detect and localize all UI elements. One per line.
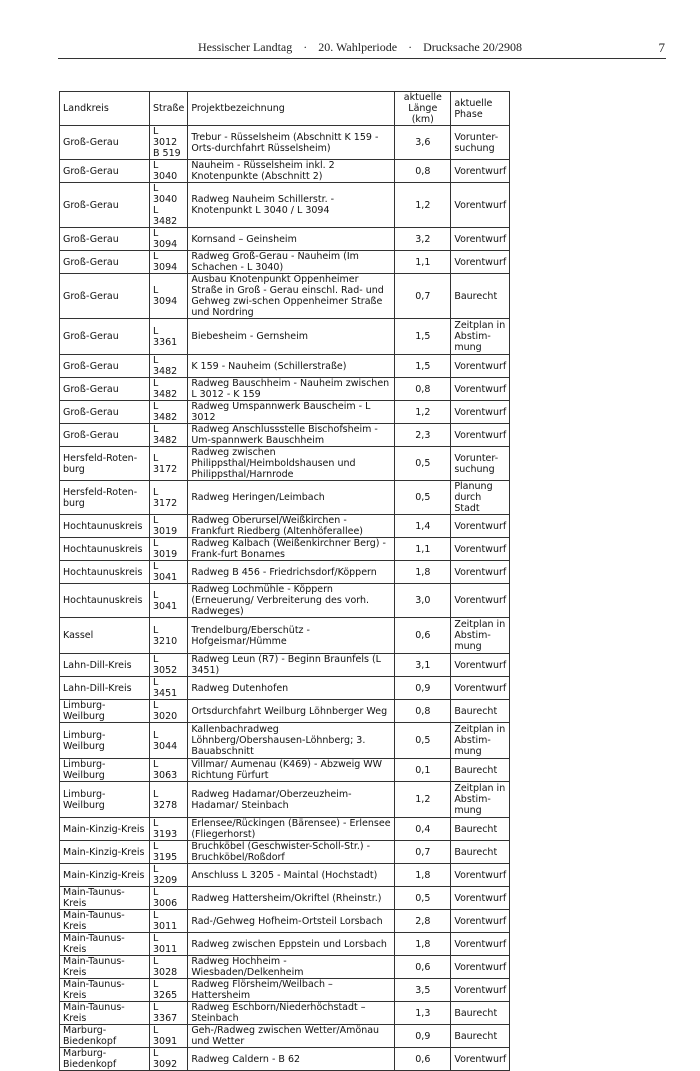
cell-phase: Vorunter-suchung — [451, 126, 510, 160]
cell-strasse: L 3482 — [150, 378, 188, 401]
table-header-row — [60, 92, 510, 126]
cell-landkreis: Hochtaunuskreis — [60, 538, 150, 561]
table-row — [60, 319, 510, 355]
cell-landkreis: Main-Kinzig-Kreis — [60, 841, 150, 864]
cell-strasse: L 3094 — [150, 274, 188, 319]
cell-landkreis: Hochtaunuskreis — [60, 584, 150, 618]
table-row — [60, 979, 510, 1002]
cell-phase: Zeitplan in Abstim-mung — [451, 782, 510, 818]
header-separator: · — [303, 40, 308, 54]
cell-projekt: Radweg Groß-Gerau - Nauheim (Im Schachen - L 3040) — [188, 251, 395, 274]
table-row — [60, 447, 510, 481]
cell-strasse: L 3195 — [150, 841, 188, 864]
cell-phase: Vorentwurf — [451, 401, 510, 424]
cell-laenge: 3,5 — [395, 979, 451, 1002]
page-header — [0, 40, 700, 58]
cell-strasse: L 3040 — [150, 160, 188, 183]
cell-projekt: Radweg Oberursel/Weißkirchen - Frankfurt Riedberg (Altenhöferallee) — [188, 515, 395, 538]
table-row — [60, 864, 510, 887]
cell-phase: Vorentwurf — [451, 979, 510, 1002]
cell-landkreis: Groß-Gerau — [60, 424, 150, 447]
cell-landkreis: Groß-Gerau — [60, 126, 150, 160]
cell-landkreis: Main-Kinzig-Kreis — [60, 818, 150, 841]
projects-table — [59, 91, 510, 1071]
header-publisher: Hessischer Landtag — [197, 40, 293, 54]
cell-strasse: L 3265 — [150, 979, 188, 1002]
table-row — [60, 1002, 510, 1025]
column-header-projekt: Projektbezeichnung — [188, 92, 395, 126]
table-row — [60, 401, 510, 424]
cell-landkreis: Main-Taunus-Kreis — [60, 956, 150, 979]
table-row — [60, 654, 510, 677]
cell-projekt: Radweg B 456 - Friedrichsdorf/Köppern — [188, 561, 395, 584]
table-row — [60, 841, 510, 864]
column-header-strasse: Straße — [150, 92, 188, 126]
cell-strasse: L 3063 — [150, 759, 188, 782]
cell-landkreis: Groß-Gerau — [60, 355, 150, 378]
cell-phase: Zeitplan in Abstim-mung — [451, 319, 510, 355]
cell-landkreis: Groß-Gerau — [60, 183, 150, 228]
cell-landkreis: Kassel — [60, 618, 150, 654]
cell-strasse: L 3209 — [150, 864, 188, 887]
cell-strasse: L 3094 — [150, 251, 188, 274]
header-separator: · — [408, 40, 413, 54]
cell-laenge: 0,8 — [395, 700, 451, 723]
cell-laenge: 3,1 — [395, 654, 451, 677]
cell-landkreis: Hersfeld-Roten-burg — [60, 481, 150, 515]
table-row — [60, 723, 510, 759]
cell-strasse: L 3193 — [150, 818, 188, 841]
cell-phase: Baurecht — [451, 1002, 510, 1025]
cell-landkreis: Main-Taunus-Kreis — [60, 910, 150, 933]
cell-laenge: 2,8 — [395, 910, 451, 933]
cell-phase: Vorunter-suchung — [451, 447, 510, 481]
cell-landkreis: Marburg-Biedenkopf — [60, 1048, 150, 1071]
cell-strasse: L 3052 — [150, 654, 188, 677]
cell-projekt: Radweg Hadamar/Oberzeuzheim-Hadamar/ Steinbach — [188, 782, 395, 818]
cell-projekt: Radweg Bauschheim - Nauheim zwischen L 3012 - K 159 — [188, 378, 395, 401]
cell-laenge: 0,7 — [395, 841, 451, 864]
table-row — [60, 677, 510, 700]
cell-strasse: L 3482 — [150, 424, 188, 447]
table-row — [60, 910, 510, 933]
cell-projekt: Ortsdurchfahrt Weilburg Löhnberger Weg — [188, 700, 395, 723]
cell-projekt: Anschluss L 3205 - Maintal (Hochstadt) — [188, 864, 395, 887]
cell-phase: Baurecht — [451, 841, 510, 864]
cell-projekt: Radweg Caldern - B 62 — [188, 1048, 395, 1071]
cell-laenge: 1,5 — [395, 319, 451, 355]
cell-strasse: L 3044 — [150, 723, 188, 759]
cell-laenge: 3,2 — [395, 228, 451, 251]
header-period: 20. Wahlperiode — [318, 40, 398, 54]
cell-laenge: 1,8 — [395, 561, 451, 584]
cell-projekt: Radweg Heringen/Leimbach — [188, 481, 395, 515]
cell-projekt: Bruchköbel (Geschwister-Scholl-Str.) - Bruchköbel/Roßdorf — [188, 841, 395, 864]
cell-landkreis: Main-Taunus-Kreis — [60, 979, 150, 1002]
table-row — [60, 424, 510, 447]
cell-landkreis: Main-Taunus-Kreis — [60, 933, 150, 956]
cell-landkreis: Lahn-Dill-Kreis — [60, 654, 150, 677]
cell-phase: Baurecht — [451, 274, 510, 319]
cell-phase: Planung durch Stadt — [451, 481, 510, 515]
table-row — [60, 759, 510, 782]
cell-phase: Vorentwurf — [451, 677, 510, 700]
cell-phase: Vorentwurf — [451, 228, 510, 251]
table-row — [60, 561, 510, 584]
cell-projekt: Nauheim - Rüsselsheim inkl. 2 Knotenpunkte (Abschnitt 2) — [188, 160, 395, 183]
cell-landkreis: Limburg-Weilburg — [60, 723, 150, 759]
cell-projekt: Ausbau Knotenpunkt Oppenheimer Straße in Groß - Gerau einschl. Rad- und Gehweg zwi-schen Oppenheimer Straße und Nordring — [188, 274, 395, 319]
cell-landkreis: Groß-Gerau — [60, 378, 150, 401]
cell-landkreis: Groß-Gerau — [60, 319, 150, 355]
cell-strasse: L 3012 B 519 — [150, 126, 188, 160]
cell-laenge: 3,6 — [395, 126, 451, 160]
cell-laenge: 0,9 — [395, 677, 451, 700]
cell-phase: Baurecht — [451, 818, 510, 841]
cell-strasse: L 3210 — [150, 618, 188, 654]
cell-phase: Vorentwurf — [451, 538, 510, 561]
cell-projekt: Radweg Hochheim - Wiesbaden/Delkenheim — [188, 956, 395, 979]
cell-strasse: L 3094 — [150, 228, 188, 251]
cell-strasse: L 3172 — [150, 481, 188, 515]
table-row — [60, 818, 510, 841]
cell-landkreis: Main-Taunus-Kreis — [60, 1002, 150, 1025]
cell-projekt: Radweg Dutenhofen — [188, 677, 395, 700]
cell-strasse: L 3040 L 3482 — [150, 183, 188, 228]
table-row — [60, 228, 510, 251]
cell-laenge: 1,4 — [395, 515, 451, 538]
cell-strasse: L 3011 — [150, 910, 188, 933]
cell-landkreis: Groß-Gerau — [60, 228, 150, 251]
cell-strasse: L 3020 — [150, 700, 188, 723]
cell-strasse: L 3092 — [150, 1048, 188, 1071]
cell-laenge: 0,6 — [395, 618, 451, 654]
cell-projekt: Trebur - Rüsselsheim (Abschnitt K 159 - Orts-durchfahrt Rüsselsheim) — [188, 126, 395, 160]
cell-landkreis: Hochtaunuskreis — [60, 515, 150, 538]
cell-phase: Vorentwurf — [451, 584, 510, 618]
cell-landkreis: Groß-Gerau — [60, 251, 150, 274]
table-row — [60, 183, 510, 228]
cell-phase: Vorentwurf — [451, 183, 510, 228]
cell-phase: Vorentwurf — [451, 424, 510, 447]
table-row — [60, 538, 510, 561]
cell-projekt: Radweg Lochmühle - Köppern (Erneuerung/ Verbreiterung des vorh. Radweges) — [188, 584, 395, 618]
cell-projekt: Kallenbachradweg Löhnberg/Obershausen-Löhnberg; 3. Bauabschnitt — [188, 723, 395, 759]
cell-strasse: L 3041 — [150, 584, 188, 618]
table-row — [60, 618, 510, 654]
table-body — [60, 126, 510, 1071]
cell-strasse: L 3011 — [150, 933, 188, 956]
cell-phase: Baurecht — [451, 759, 510, 782]
cell-strasse: L 3367 — [150, 1002, 188, 1025]
cell-landkreis: Limburg-Weilburg — [60, 782, 150, 818]
cell-strasse: L 3028 — [150, 956, 188, 979]
cell-phase: Zeitplan in Abstim-mung — [451, 618, 510, 654]
cell-landkreis: Limburg-Weilburg — [60, 759, 150, 782]
cell-phase: Vorentwurf — [451, 251, 510, 274]
cell-phase: Vorentwurf — [451, 378, 510, 401]
cell-projekt: Erlensee/Rückingen (Bärensee) - Erlensee (Fliegerhorst) — [188, 818, 395, 841]
cell-laenge: 0,1 — [395, 759, 451, 782]
cell-projekt: K 159 - Nauheim (Schillerstraße) — [188, 355, 395, 378]
cell-phase: Vorentwurf — [451, 654, 510, 677]
cell-landkreis: Main-Kinzig-Kreis — [60, 864, 150, 887]
header-document: Drucksache 20/2908 — [423, 40, 523, 54]
cell-strasse: L 3019 — [150, 515, 188, 538]
cell-strasse: L 3091 — [150, 1025, 188, 1048]
column-header-phase: aktuelle Phase — [451, 92, 510, 126]
cell-projekt: Radweg Eschborn/Niederhöchstadt – Steinbach — [188, 1002, 395, 1025]
cell-laenge: 1,3 — [395, 1002, 451, 1025]
column-header-landkreis: Landkreis — [60, 92, 150, 126]
table-row — [60, 700, 510, 723]
cell-phase: Baurecht — [451, 1025, 510, 1048]
cell-laenge: 1,8 — [395, 864, 451, 887]
cell-phase: Baurecht — [451, 700, 510, 723]
cell-phase: Vorentwurf — [451, 910, 510, 933]
cell-strasse: L 3361 — [150, 319, 188, 355]
cell-landkreis: Limburg-Weilburg — [60, 700, 150, 723]
cell-phase: Zeitplan in Abstim-mung — [451, 723, 510, 759]
table-row — [60, 355, 510, 378]
cell-landkreis: Marburg-Biedenkopf — [60, 1025, 150, 1048]
cell-phase: Vorentwurf — [451, 561, 510, 584]
cell-projekt: Villmar/ Aumenau (K469) - Abzweig WW Richtung Fürfurt — [188, 759, 395, 782]
cell-laenge: 0,8 — [395, 160, 451, 183]
cell-landkreis: Hochtaunuskreis — [60, 561, 150, 584]
cell-projekt: Radweg Kalbach (Weißenkirchner Berg) - Frank-furt Bonames — [188, 538, 395, 561]
cell-phase: Vorentwurf — [451, 515, 510, 538]
column-header-laenge: aktuelle Länge (km) — [395, 92, 451, 126]
cell-laenge: 3,0 — [395, 584, 451, 618]
cell-strasse: L 3006 — [150, 887, 188, 910]
cell-laenge: 0,4 — [395, 818, 451, 841]
cell-projekt: Biebesheim - Gernsheim — [188, 319, 395, 355]
cell-laenge: 0,5 — [395, 723, 451, 759]
table-row — [60, 1025, 510, 1048]
cell-strasse: L 3041 — [150, 561, 188, 584]
cell-projekt: Radweg zwischen Eppstein und Lorsbach — [188, 933, 395, 956]
cell-laenge: 1,1 — [395, 251, 451, 274]
page-number: 7 — [658, 40, 665, 55]
cell-strasse: L 3278 — [150, 782, 188, 818]
table-row — [60, 481, 510, 515]
cell-strasse: L 3172 — [150, 447, 188, 481]
cell-projekt: Radweg Nauheim Schillerstr. - Knotenpunkt L 3040 / L 3094 — [188, 183, 395, 228]
cell-projekt: Kornsand – Geinsheim — [188, 228, 395, 251]
cell-projekt: Radweg Umspannwerk Bauscheim - L 3012 — [188, 401, 395, 424]
cell-landkreis: Groß-Gerau — [60, 160, 150, 183]
cell-laenge: 0,7 — [395, 274, 451, 319]
cell-laenge: 1,5 — [395, 355, 451, 378]
cell-phase: Vorentwurf — [451, 933, 510, 956]
cell-phase: Vorentwurf — [451, 1048, 510, 1071]
cell-landkreis: Main-Taunus-Kreis — [60, 887, 150, 910]
cell-strasse: L 3482 — [150, 355, 188, 378]
cell-landkreis: Lahn-Dill-Kreis — [60, 677, 150, 700]
table-row — [60, 782, 510, 818]
cell-laenge: 0,6 — [395, 1048, 451, 1071]
cell-laenge: 1,2 — [395, 401, 451, 424]
header-line — [150, 40, 570, 55]
table-row — [60, 251, 510, 274]
cell-landkreis: Groß-Gerau — [60, 274, 150, 319]
cell-projekt: Geh-/Radweg zwischen Wetter/Amönau und Wetter — [188, 1025, 395, 1048]
table-row — [60, 584, 510, 618]
cell-laenge: 2,3 — [395, 424, 451, 447]
cell-laenge: 1,8 — [395, 933, 451, 956]
cell-laenge: 0,5 — [395, 447, 451, 481]
cell-landkreis: Groß-Gerau — [60, 401, 150, 424]
table-row — [60, 956, 510, 979]
cell-phase: Vorentwurf — [451, 887, 510, 910]
cell-landkreis: Hersfeld-Roten-burg — [60, 447, 150, 481]
cell-phase: Vorentwurf — [451, 956, 510, 979]
cell-projekt: Rad-/Gehweg Hofheim-Ortsteil Lorsbach — [188, 910, 395, 933]
table-row — [60, 274, 510, 319]
cell-laenge: 0,5 — [395, 887, 451, 910]
cell-strasse: L 3019 — [150, 538, 188, 561]
cell-projekt: Radweg Anschlussstelle Bischofsheim - Um-spannwerk Bauschheim — [188, 424, 395, 447]
table-row — [60, 1048, 510, 1071]
cell-projekt: Radweg Flörsheim/Weilbach – Hattersheim — [188, 979, 395, 1002]
table-row — [60, 933, 510, 956]
cell-laenge: 0,8 — [395, 378, 451, 401]
table-row — [60, 378, 510, 401]
cell-phase: Vorentwurf — [451, 355, 510, 378]
cell-laenge: 1,1 — [395, 538, 451, 561]
cell-laenge: 1,2 — [395, 183, 451, 228]
cell-projekt: Radweg Hattersheim/Okriftel (Rheinstr.) — [188, 887, 395, 910]
cell-projekt: Radweg Leun (R7) - Beginn Braunfels (L 3451) — [188, 654, 395, 677]
cell-laenge: 0,5 — [395, 481, 451, 515]
table-row — [60, 160, 510, 183]
cell-laenge: 1,2 — [395, 782, 451, 818]
table-row — [60, 126, 510, 160]
cell-projekt: Radweg zwischen Philippsthal/Heimboldshausen und Philippsthal/Harnrode — [188, 447, 395, 481]
header-rule — [58, 58, 666, 59]
cell-laenge: 0,9 — [395, 1025, 451, 1048]
cell-strasse: L 3451 — [150, 677, 188, 700]
cell-projekt: Trendelburg/Eberschütz - Hofgeismar/Hümme — [188, 618, 395, 654]
cell-phase: Vorentwurf — [451, 160, 510, 183]
table-row — [60, 887, 510, 910]
cell-laenge: 0,6 — [395, 956, 451, 979]
cell-phase: Vorentwurf — [451, 864, 510, 887]
cell-strasse: L 3482 — [150, 401, 188, 424]
table-row — [60, 515, 510, 538]
